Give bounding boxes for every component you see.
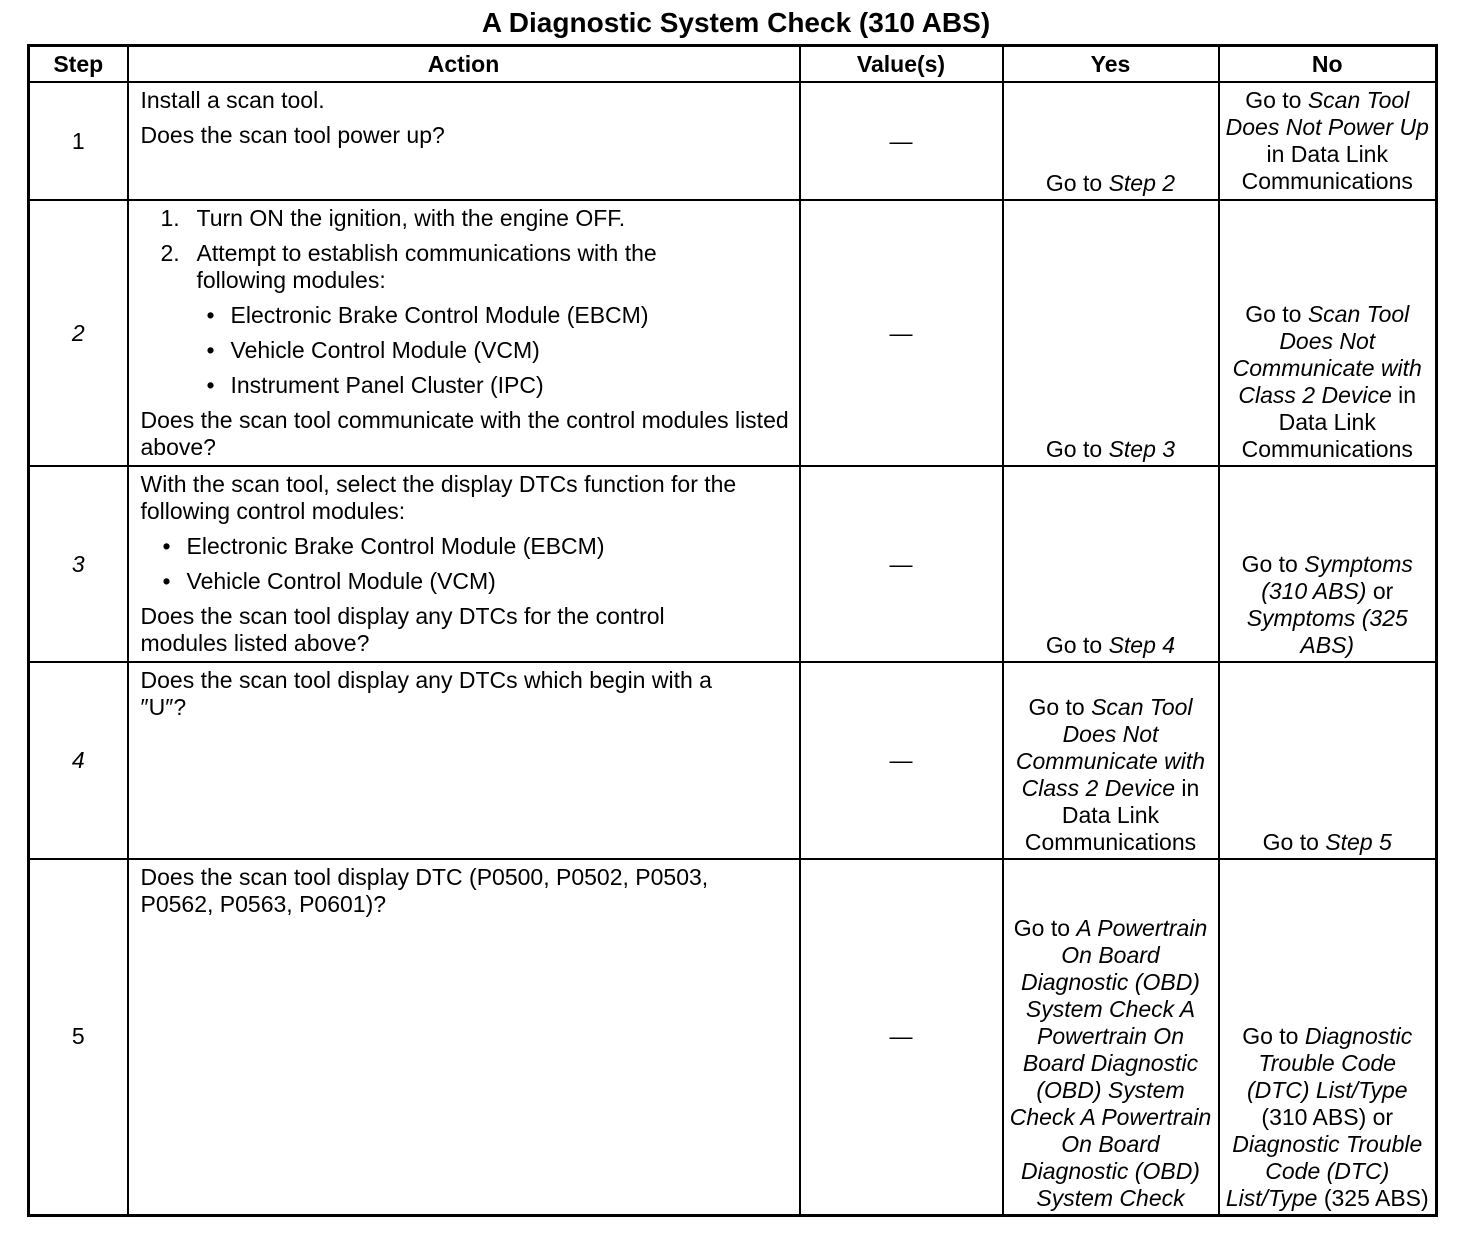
action-text: Install a scan tool.	[140, 87, 325, 113]
bullet-text: Electronic Brake Control Module (EBCM)	[186, 533, 605, 559]
value-cell: —	[800, 82, 1003, 200]
yes-link[interactable]: Step 2	[1108, 170, 1176, 196]
yes-cell	[1003, 859, 1219, 1215]
step-text: Attempt to establish communications with the following modules:	[196, 240, 657, 293]
step-number: 5	[29, 859, 128, 1215]
no-tail-text: in Data Link Communications	[1241, 141, 1413, 194]
no-cell	[1219, 82, 1437, 200]
bullet-icon: •	[162, 568, 171, 594]
no-tail-text: in Data Link Communications	[1241, 382, 1417, 462]
step-index: 2.	[160, 240, 180, 266]
yes-link[interactable]: Step 3	[1108, 436, 1176, 462]
bullet-icon: •	[162, 533, 171, 559]
action-question: Does the scan tool display DTC (P0500, P0502, P0503, P0562, P0563, P0601)?	[140, 864, 709, 917]
table-row	[29, 200, 1437, 466]
yes-go-text: Go to	[1028, 694, 1092, 720]
yes-go-text: Go to	[1013, 914, 1077, 941]
yes-link[interactable]: Step 4	[1108, 632, 1176, 658]
header-row	[29, 46, 1437, 83]
module-bullet	[141, 372, 791, 399]
no-mid-text: (310 ABS) or	[1261, 1103, 1394, 1130]
yes-cell	[1003, 662, 1219, 859]
no-cell	[1219, 466, 1437, 662]
step-number: 3	[29, 466, 128, 662]
bullet-icon: •	[206, 372, 215, 398]
no-link[interactable]: Step 5	[1325, 829, 1392, 855]
page-title: A Diagnostic System Check (310 ABS)	[481, 7, 991, 38]
no-link[interactable]: Scan Tool Does Not Power Up	[1225, 87, 1429, 140]
no-cell	[1219, 859, 1437, 1215]
table-row	[29, 662, 1437, 859]
no-cell	[1219, 200, 1437, 466]
bullet-icon: •	[206, 337, 215, 363]
action-text: With the scan tool, select the display DTCs function for the following control modules:	[140, 471, 737, 524]
action-cell	[128, 200, 800, 466]
table-row	[29, 466, 1437, 662]
bullet-text: Electronic Brake Control Module (EBCM)	[230, 302, 649, 328]
yes-go-text: Go to	[1045, 170, 1109, 196]
bullet-text: Instrument Panel Cluster (IPC)	[230, 372, 544, 398]
action-cell	[128, 859, 800, 1215]
bullet-text: Vehicle Control Module (VCM)	[186, 568, 496, 594]
action-cell	[128, 466, 800, 662]
no-link[interactable]: Scan Tool Does Not Communicate with Class 2 Device	[1232, 301, 1422, 408]
diagnostic-table	[27, 44, 1438, 1217]
table-row	[29, 82, 1437, 200]
action-question: Does the scan tool communicate with the control modules listed above?	[140, 407, 789, 460]
header-values: Value(s)	[800, 46, 1003, 83]
yes-tail-text: in Data Link Communications	[1024, 775, 1200, 855]
step-text: Turn ON the ignition, with the engine OFF.	[196, 205, 626, 231]
no-mid-text: or	[1366, 578, 1394, 604]
action-cell	[128, 82, 800, 200]
no-link-1[interactable]: Diagnostic Trouble Code (DTC) List/Type	[1246, 1022, 1413, 1103]
no-tail-text: (325 ABS)	[1317, 1184, 1429, 1211]
value-cell: —	[800, 200, 1003, 466]
no-go-text: Go to	[1242, 1022, 1305, 1049]
no-go-text: Go to	[1245, 87, 1308, 113]
action-question: Does the scan tool power up?	[140, 122, 445, 148]
step-number: 1	[29, 82, 128, 200]
value-cell: —	[800, 859, 1003, 1215]
no-link-1[interactable]: Symptoms (310 ABS)	[1261, 551, 1413, 604]
action-cell	[128, 662, 800, 859]
no-go-text: Go to	[1241, 551, 1305, 577]
action-question: Does the scan tool display any DTCs for the control modules listed above?	[140, 603, 665, 656]
numbered-step	[141, 205, 791, 232]
module-bullet	[141, 302, 791, 329]
bullet-icon: •	[206, 302, 215, 328]
yes-go-text: Go to	[1045, 436, 1109, 462]
header-step: Step	[29, 46, 128, 83]
step-number: 4	[29, 662, 128, 859]
module-bullet	[141, 568, 791, 595]
value-cell: —	[800, 466, 1003, 662]
table-row	[29, 859, 1437, 1215]
no-cell	[1219, 662, 1437, 859]
header-no: No	[1219, 46, 1437, 83]
header-yes: Yes	[1003, 46, 1219, 83]
no-go-text: Go to	[1262, 829, 1326, 855]
no-link-2[interactable]: Symptoms (325 ABS)	[1246, 605, 1408, 658]
yes-cell	[1003, 200, 1219, 466]
header-action: Action	[128, 46, 800, 83]
action-question: Does the scan tool display any DTCs which begin with a ″U″?	[140, 667, 712, 720]
yes-cell	[1003, 466, 1219, 662]
yes-go-text: Go to	[1045, 632, 1109, 658]
no-go-text: Go to	[1245, 301, 1308, 327]
numbered-step	[141, 240, 791, 294]
value-cell: —	[800, 662, 1003, 859]
module-bullet	[141, 533, 791, 560]
step-index: 1.	[160, 205, 180, 231]
step-number: 2	[29, 200, 128, 466]
no-link-2[interactable]: Diagnostic Trouble Code (DTC) List/Type	[1225, 1130, 1423, 1211]
yes-link[interactable]: Scan Tool Does Not Communicate with Class 2 Device	[1015, 694, 1206, 801]
bullet-text: Vehicle Control Module (VCM)	[230, 337, 540, 363]
yes-link[interactable]: A Powertrain On Board Diagnostic (OBD) System Check A Powertrain On Board Diagnostic (OBD) System Check A Powertrain On Board Diagnostic (OBD) System Check	[1009, 914, 1212, 1211]
module-bullet	[141, 337, 791, 364]
yes-cell	[1003, 82, 1219, 200]
